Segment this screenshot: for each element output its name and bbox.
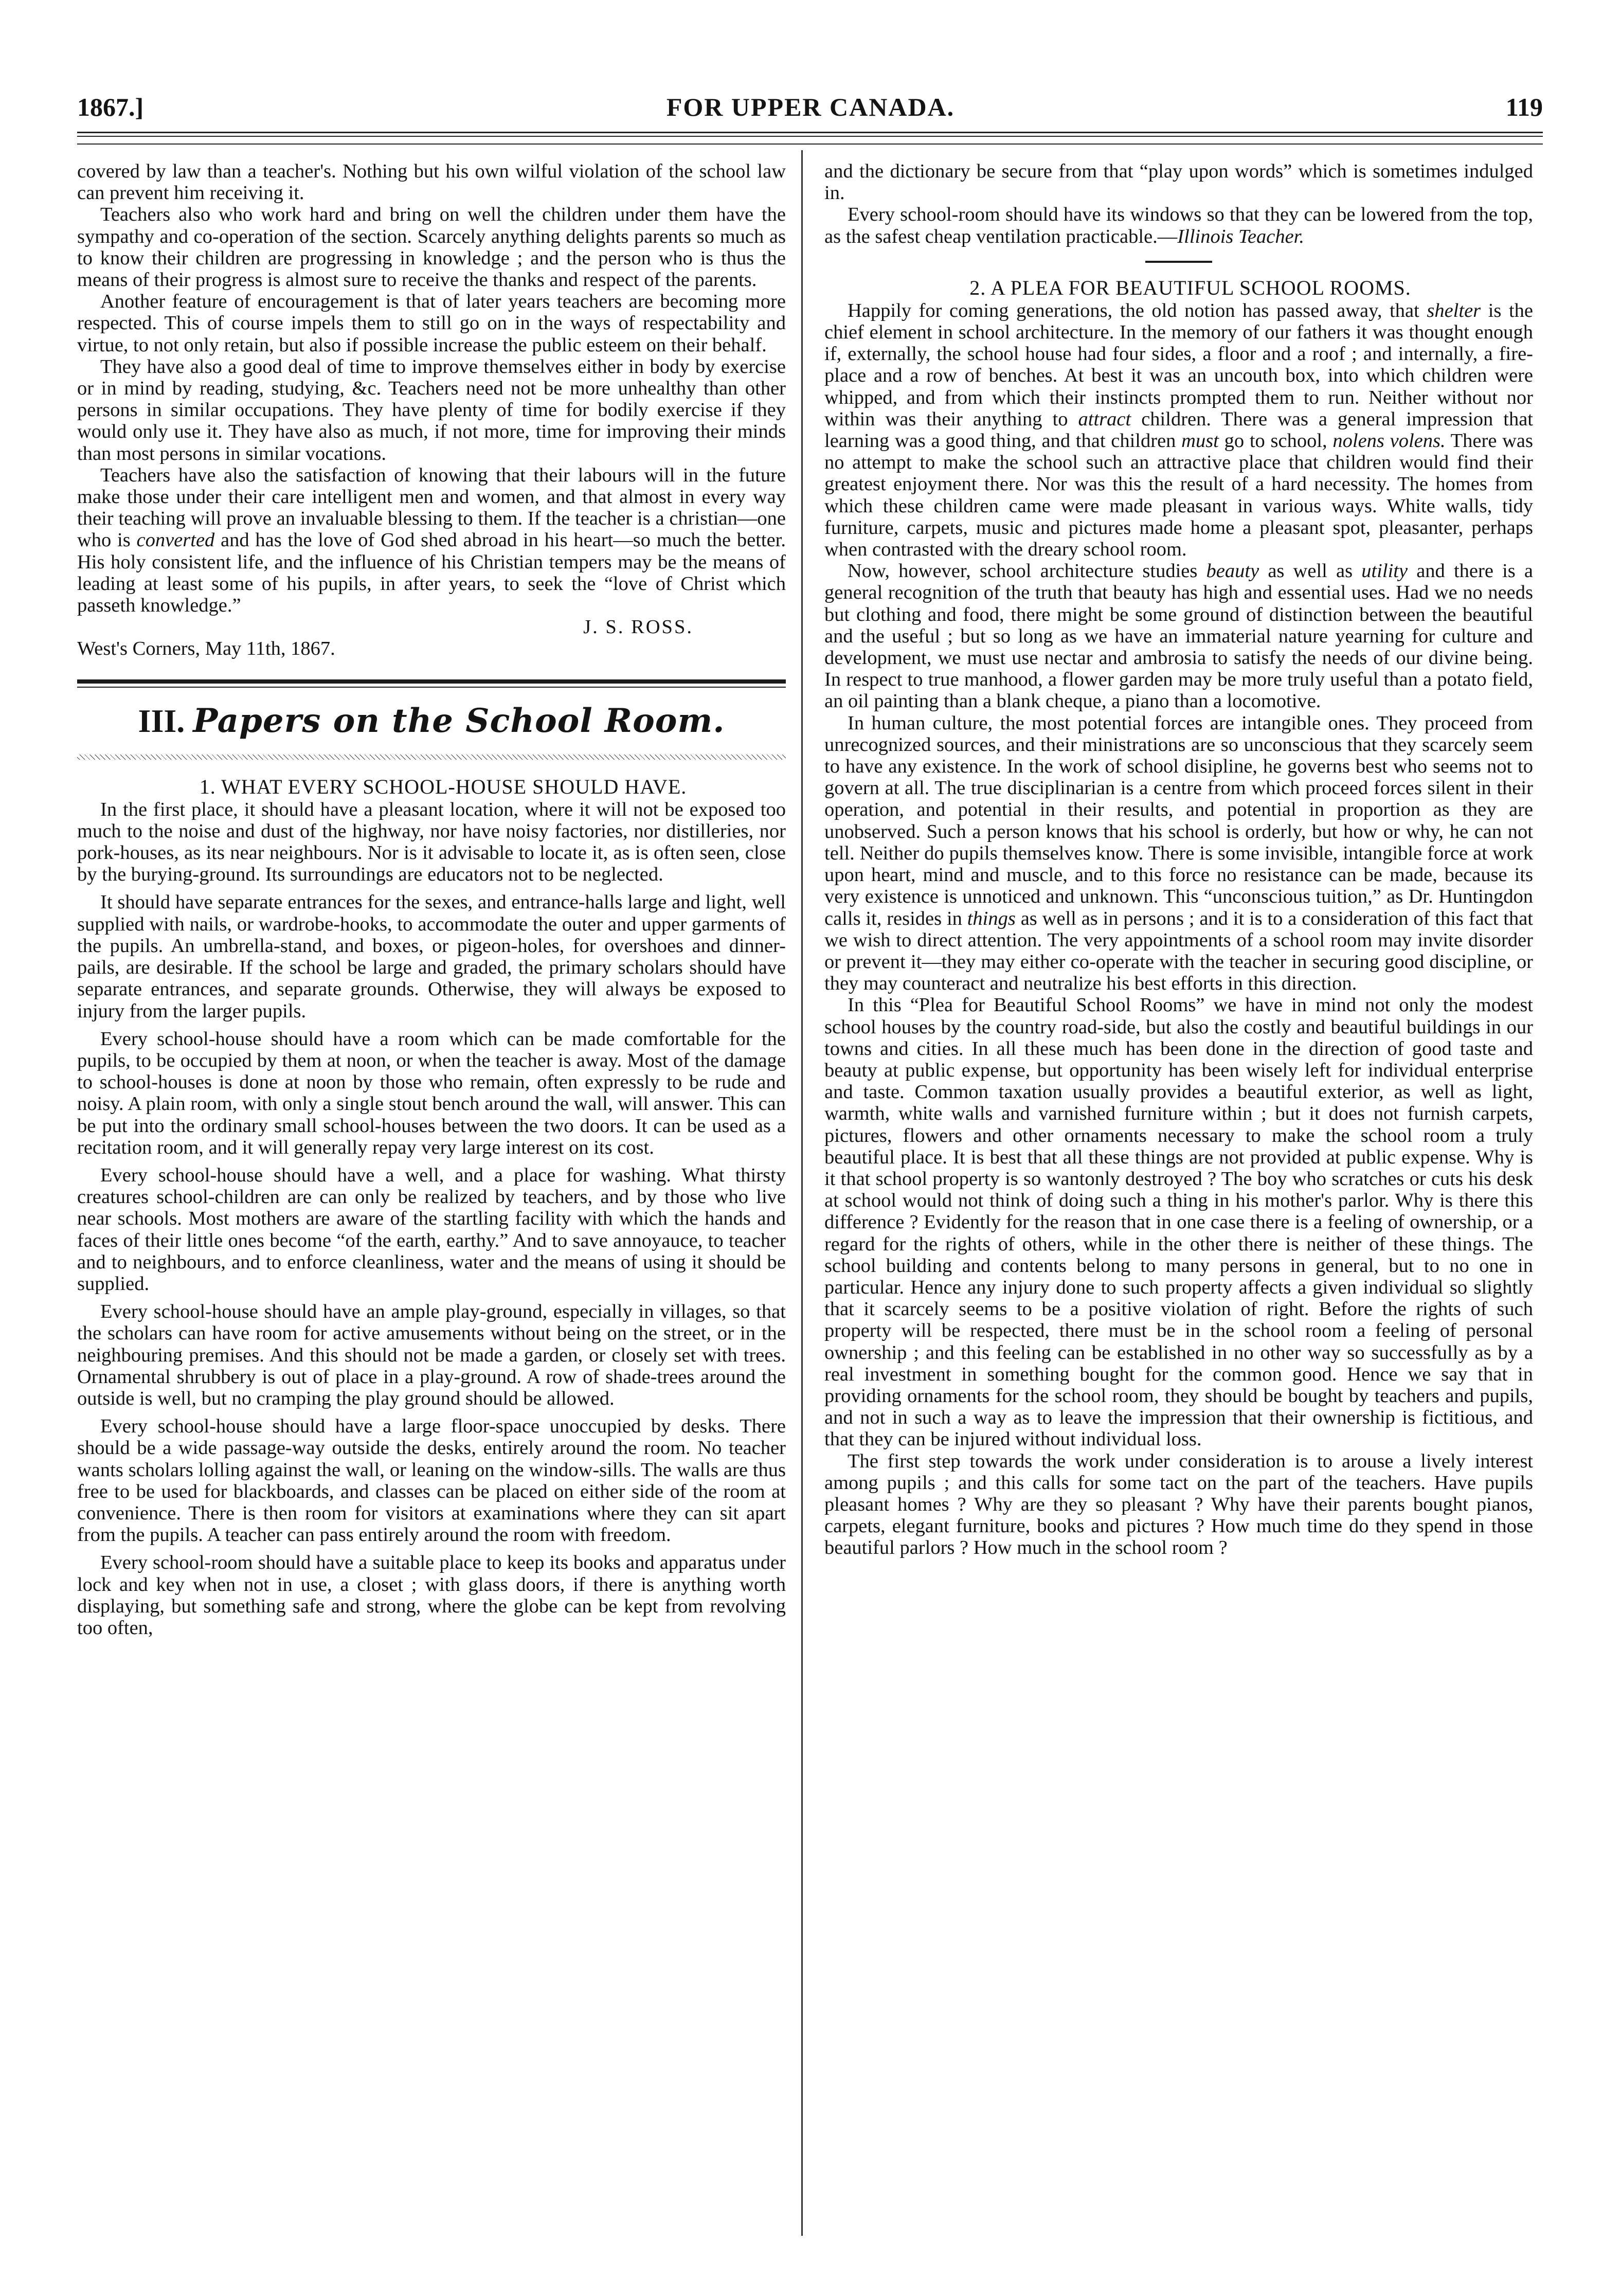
- italic-run: shelter: [1427, 299, 1481, 321]
- text-run: Teachers also who work hard and bring on well the children under them have the sympathy and co-operation of the section. Scarcely anything delights parents so much as to know their children are progressing in knowledge ; and the person who is thus the means of their progress is almost sure to receive the thanks and respect of the parents.: [77, 204, 786, 291]
- section-rule-thin: [77, 687, 786, 688]
- text-run: go to school,: [1218, 430, 1333, 452]
- paragraph: [77, 1301, 786, 1409]
- right-column: [824, 160, 1533, 1559]
- header-rule-top: [77, 132, 1543, 133]
- paragraph: [77, 160, 786, 204]
- text-run: Every school-room should have its windows so that they can be lowered from the top, as the safest cheap ventilation practicable.—: [824, 204, 1533, 247]
- article-separator-rule: [1145, 261, 1212, 263]
- text-run: is the chief element in school architecture. In the memory of our fathers it was thought enough if, externally, the school house had four sides, a floor and a roof ; and internally, a fire-place and a row of benches. At best it was an uncouth box, into which children were whipped, and from which their instincts prompted them to run. Neither without nor within was their anything to: [824, 299, 1533, 430]
- paragraph: [824, 1450, 1533, 1559]
- paragraph: [77, 1415, 786, 1546]
- italic-run: attract: [1078, 408, 1131, 430]
- text-run: They have also a good deal of time to improve themselves either in body by exercise or in mind by reading, studying, &c. Teachers need not be more unhealthy than other persons in similar occupations. They have plenty of time for bodily exercise if they would only use it. They have also as much, if not more, time for improving their minds than most persons in similar vocations.: [77, 355, 786, 464]
- text-run: as well as: [1259, 560, 1362, 582]
- italic-run: must: [1181, 430, 1219, 452]
- header-year: 1867.]: [77, 93, 144, 121]
- text-run: Every school-house should have a well, and a place for washing. What thirsty creatures school-children are can only be realized by teachers, and by those who live near schools. Most mothers are aware of the startling facility with which the hands and faces of their little ones become “of the earth, earthy.” And to save annoyauce, to teacher and to neighbours, and to enforce cleanliness, water and the means of using it should be supplied.: [77, 1164, 786, 1295]
- section-wavy-rule: [77, 755, 786, 760]
- text-run: It should have separate entrances for the sexes, and entrance-halls large and light, well supplied with nails, or wardrobe-hooks, to accommodate the outer and upper garments of the pupils. An umbrella-stand, and boxes, or pigeon-holes, for overshoes and dinner-pails, are desirable. If the school be large and graded, the primary scholars should have separate entrances, and separate grounds. Otherwise, they will always be exposed to injury from the larger pupils.: [77, 891, 786, 1022]
- article2-title: 2. A PLEA FOR BEAUTIFUL SCHOOL ROOMS.: [969, 276, 1411, 299]
- dateline: West's Corners, May 11th, 1867.: [77, 638, 335, 660]
- text-run: Happily for coming generations, the old notion has passed away, that: [848, 299, 1427, 321]
- text-run: Every school-house should have a large floor-space unoccupied by desks. There should be a wide passage-way outside the desks, entirely around the room. No teacher wants scholars lolling against the wall, or leaning on the window-sills. The walls are thus free to be used for blackboards, and classes can be placed on either side of the room at convenience. There is then room for visitors at examinations where they can sit apart from the pupils. A teacher can pass entirely around the room with freedom.: [77, 1415, 786, 1546]
- text-run: Every school-house should have an ample play-ground, especially in villages, so that the scholars can have room for active amusements without being on the street, or in the neighbouring premises. And this should not be made a garden, or closely set with trees. Ornamental shrubbery is out of place in a play-ground. A row of shade-trees around the outside is well, but no cramping the play ground should be allowed.: [77, 1301, 786, 1409]
- right-paragraphs: [824, 160, 1533, 247]
- section-heading: [77, 693, 786, 749]
- italic-run: nolens volens.: [1332, 430, 1446, 452]
- left-paragraphs: [77, 160, 786, 616]
- paragraph: [77, 291, 786, 356]
- section-heading-block: [77, 679, 786, 760]
- article2-body: [824, 300, 1533, 1559]
- text-run: Now, however, school architecture studies: [848, 560, 1206, 582]
- paragraph: [77, 204, 786, 291]
- paragraph: [77, 799, 786, 886]
- paragraph: [824, 712, 1533, 995]
- paragraph: [77, 1552, 786, 1639]
- author-signature: J. S. ROSS.: [583, 616, 693, 638]
- text-run: Another feature of encouragement is that of later years teachers are becoming more respected. This of course impels them to still go on in the ways of respectability and virtue, to not only retain, but also if possible increase the public esteem on their behalf.: [77, 291, 786, 356]
- paragraph: [77, 356, 786, 464]
- text-run: There was no attempt to make the school such an attractive place that children would find their greatest enjoyment there. Nor was this the result of a hard necessity. The homes from which these children came were made pleasant in various ways. White walls, tidy furniture, carpets, music and pictures made home a pleasant spot, pleasanter, perhaps when contrasted with the dreary school room.: [824, 430, 1534, 561]
- italic-run: beauty: [1206, 560, 1259, 582]
- paragraph: [824, 160, 1533, 204]
- paragraph: [77, 891, 786, 1021]
- paragraph: [77, 1028, 786, 1158]
- section-number: III.: [138, 702, 185, 739]
- italic-run: utility: [1361, 560, 1408, 582]
- column-divider: [801, 150, 803, 2236]
- paragraph: [77, 1164, 786, 1295]
- left-column: [77, 160, 786, 1639]
- paragraph: [824, 204, 1533, 247]
- header-title: FOR UPPER CANADA.: [666, 93, 955, 121]
- section-title: Papers on the School Room.: [193, 701, 725, 740]
- text-run: In human culture, the most potential forces are intangible ones. They proceed from unrecognized sources, and their ministrations are so unconscious that they scarcely seem to have any existence. In the work of school disipline, he governs best who seems not to govern at all. The true disciplinarian is a centre from which proceed forces silent in their operation, and potential in their results, and potential in proportion as they are unobserved. Such a person knows that his school is orderly, but how or why, he can not tell. Neither do pupils themselves know. There is some invisible, intangible force at work upon heart, mind and muscle, and to this force no resistance can be made, because its very existence is unnoticed and unknown. This “unconscious tuition,” as Dr. Huntingdon calls it, resides in: [824, 712, 1533, 929]
- text-run: children. There was a general impression that learning was a good thing, and that children: [824, 408, 1534, 452]
- text-run: In this “Plea for Beautiful School Rooms” we have in mind not only the modest school houses by the country road-side, but also the costly and beautiful buildings in our towns and cities. In all these much has been done in the direction of good taste and beauty at public expense, but opportunity has been wisely left for individual enterprise and taste. Common taxation usually provides a beautiful exterior, as well as light, warmth, white walls and varnished furniture within ; but it does not furnish carpets, pictures, flowers and other ornaments necessary to make the school room a truly beautiful place. It is best that all these things are not provided at public expense. Why is it that school property is so wantonly destroyed ? The boy who scratches or cuts his desk at school would not think of doing such a thing in his mother's parlor. Why is there this difference ? Evidently for the reason that in one case there is a feeling of ownership, or a regard for the rights of others, while in the other there is neither of these things. The school building and contents belong to many persons in general, but to no one in particular. Hence any injury done to such property affects a given individual so slightly that it scarcely seems to be a positive violation of right. Before the rights of such property will be respected, there must be in the school room a feeling of personal ownership ; and this feeling can be established in no other way so successfully as by a real investment in something bought for the common good. Hence we say that in providing ornaments for the school room, they should be bought by teachers and pupils, and not in such a way as to leave the impression that their ownership is fictitious, and that they can be injured without individual loss.: [824, 994, 1533, 1450]
- paragraph: [824, 300, 1533, 560]
- italic-run: converted: [136, 529, 215, 551]
- text-run: The first step towards the work under consideration is to arouse a lively interest among pupils ; and this calls for some tact on the part of the teachers. Have pupils pleasant homes ? Why are they so pleasant ? Why have their parents bought pianos, carpets, elegant furniture, books and pictures ? How much time do they spend in those beautiful parlors ? How much in the school room ?: [824, 1450, 1533, 1559]
- italic-run: things: [967, 907, 1016, 929]
- article1-body: [77, 799, 786, 1639]
- header-rule-bottom: [77, 136, 1543, 137]
- text-run: Teachers have also the satisfaction of knowing that their labours will in the future make those under their care intelligent men and women, and that almost in every way their teaching will prove an invaluable blessing to them. If the teacher is a christian—one who is: [77, 464, 786, 551]
- text-run: covered by law than a teacher's. Nothing but his own wilful violation of the school law can prevent him receiving it.: [77, 160, 786, 204]
- italic-run: Illinois Teacher.: [1177, 225, 1304, 247]
- paragraph: [824, 560, 1533, 712]
- text-run: as well as in persons ; and it is to a consideration of this fact that we wish to direct attention. The very appointments of a school room may invite disorder or prevent it—they may either co-operate with the teacher in securing good discipline, or they may counteract and neutralize his best efforts in this direction.: [824, 907, 1533, 995]
- paragraph: [77, 464, 786, 616]
- article1-title: 1. WHAT EVERY SCHOOL-HOUSE SHOULD HAVE.: [199, 775, 687, 798]
- paragraph: [824, 994, 1533, 1450]
- header-page-number: 119: [1505, 93, 1543, 121]
- text-run: and there is a general recognition of the truth that beauty has high and essential uses. Had we no needs but clothing and food, there might be some ground of distinction between the beautiful and the useful ; but so long as we have an immaterial nature yearning for culture and development, we must use nectar and ambrosia to satisfy the needs of our divine being. In respect to true manhood, a flower garden may be more truly useful than a potato field, an oil painting than a blank cheque, a piano than a locomotive.: [824, 560, 1533, 712]
- text-run: In the first place, it should have a pleasant location, where it will not be exposed too much to the noise and dust of the highway, nor have noisy factories, nor distilleries, nor pork-houses, as its near neighbours. Nor is it advisable to locate it, as is often seen, close by the burying-ground. Its surroundings are educators not to be neglected.: [77, 798, 786, 886]
- header-rule-third: [77, 144, 1543, 145]
- text-run: Every school-house should have a room which can be made comfortable for the pupils, to be occupied by them at noon, or when the teacher is away. Most of the damage to school-houses is done at noon by those who remain, often expressly to be rude and noisy. A plain room, with only a single stout bench around the wall, will answer. This can be put into the ordinary small school-houses between the two doors. It can be used as a recitation room, and it will generally repay very large interest on its cost.: [77, 1028, 786, 1158]
- text-run: Every school-room should have a suitable place to keep its books and apparatus under lock and key when not in use, a closet ; with glass doors, if there is anything worth displaying, but something safe and strong, where the globe can be kept from revolving too often,: [77, 1552, 786, 1639]
- text-run: and has the love of God shed abroad in his heart—so much the better. His holy consistent life, and the influence of his Christian tempers may be the means of leading at least some of his pupils, in after years, to seek the “love of Christ which passeth knowledge.”: [77, 529, 786, 617]
- text-run: and the dictionary be secure from that “play upon words” which is sometimes indulged in.: [824, 160, 1533, 204]
- section-rule-thick: [77, 679, 786, 684]
